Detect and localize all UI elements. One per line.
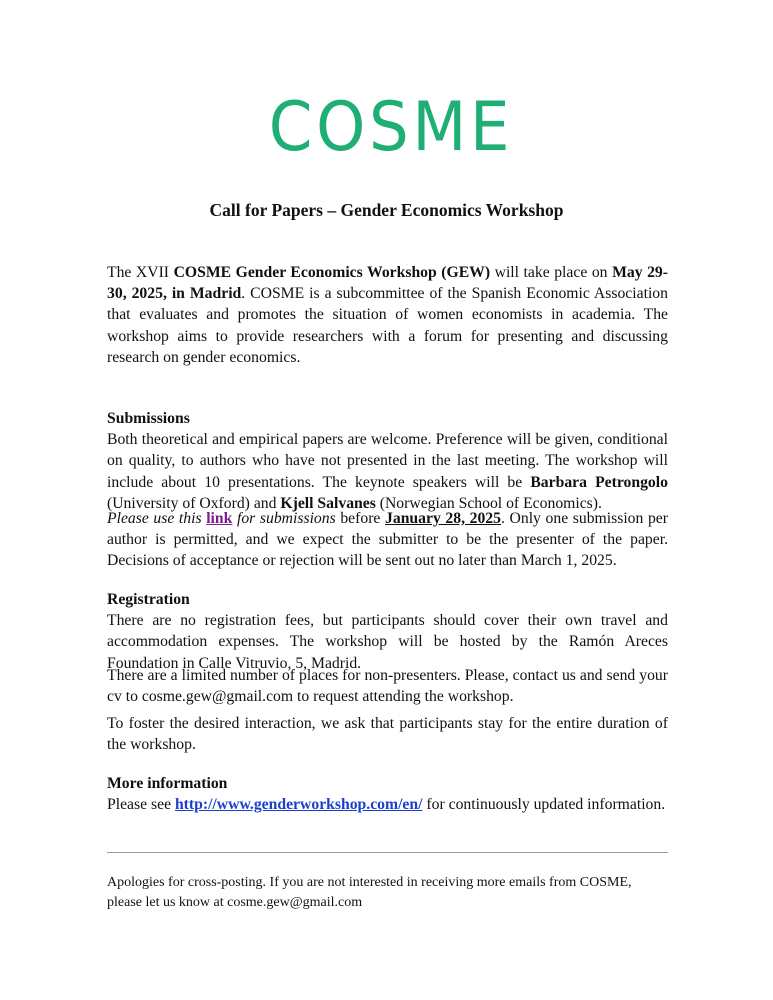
submission-link[interactable]: link [206, 510, 233, 527]
foster-paragraph: To foster the desired interaction, we ask that participants stay for the entire duration of the workshop. [107, 715, 668, 754]
registration-heading: Registration [107, 591, 190, 608]
divider [107, 852, 668, 853]
text: . Only one submission per author is permitted, and we expect the submitter to be the presenter of the paper. Decisions of acceptance or rejection will be sent out no later than March 1, 2025. [107, 510, 668, 570]
deadline-date: January 28, 2025 [385, 510, 501, 527]
submissions-heading: Submissions [107, 410, 190, 427]
registration-section [107, 589, 668, 674]
more-info-heading: More information [107, 775, 228, 792]
text: (University of Oxford) and [107, 494, 281, 512]
non-presenters-paragraph: There are a limited number of places for non-presenters. Please, contact us and send your cv to cosme.gew@gmail.com to request attending the workshop. [107, 667, 668, 706]
cosme-logo: COSME [268, 88, 514, 167]
text: (Norwegian School of Economics). [375, 494, 602, 512]
text: before [335, 510, 386, 527]
workshop-date-location: May 29-30, 2025, in Madrid [107, 264, 669, 303]
website-link[interactable]: http://www.genderworkshop.com/en/ [174, 796, 423, 814]
keynote-speaker: Kjell Salvanes [280, 494, 376, 512]
intro-paragraph [107, 262, 668, 368]
submissions-section [107, 408, 668, 514]
text: Please use this [107, 510, 207, 527]
text: will take place on [490, 264, 613, 281]
more-info-section [107, 773, 668, 815]
footer-note: Apologies for cross-posting. If you are not interested in receiving more emails from COSME, please let us know at cosme.gew@gmail.com [107, 875, 632, 910]
registration-text: There are no registration fees, but participants should cover their own travel and accommodation expenses. The workshop will be hosted by the Ramón Areces Foundation in Calle Vitruvio, 5, Madrid. [107, 612, 668, 672]
text: Please see [107, 796, 175, 814]
keynote-speaker: Barbara Petrongolo [530, 473, 668, 491]
text: for continuously updated information. [422, 796, 666, 814]
text: for submissions [232, 510, 336, 527]
text: Both theoretical and empirical papers are welcome. Preference will be given, conditional on quality, to authors who have not presented in the last meeting. The workshop will include about 10 presentations. The keynote speakers will be [107, 431, 668, 491]
deadline-paragraph [107, 508, 668, 572]
workshop-name: COSME Gender Economics Workshop (GEW) [173, 264, 491, 281]
text: . COSME is a subcommittee of the Spanish Economic Association that evaluates and promotes the situation of women economists in academia. The workshop aims to provide researchers with a forum for presenting and discussing research on gender economics. [107, 285, 668, 366]
page-title: Call for Papers – Gender Economics Workshop [209, 200, 564, 220]
text: The XVII [107, 264, 174, 281]
